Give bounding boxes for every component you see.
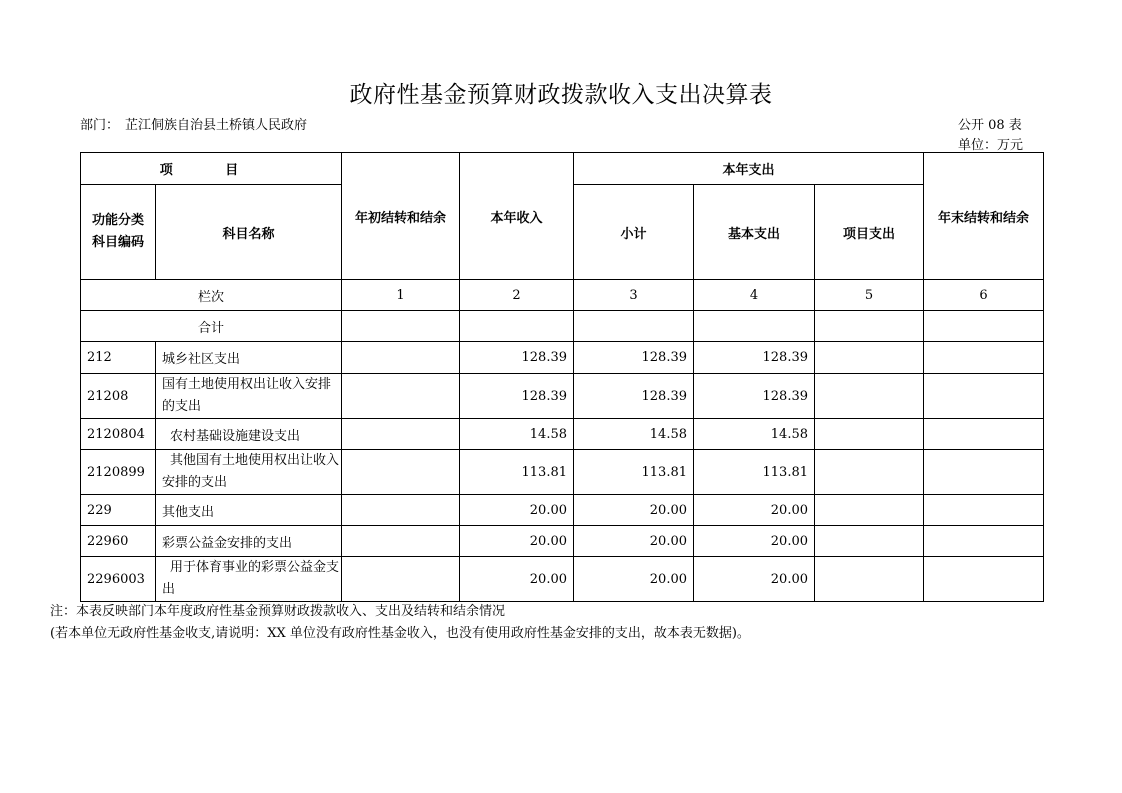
- table-row: [81, 419, 1044, 450]
- form-code: 公开 08 表: [958, 118, 1022, 133]
- closing-balance-cell: [924, 450, 1044, 495]
- footnote-explanation: (若本单位无政府性基金收支,请说明：XX 单位没有政府性基金收入，也没有使用政府性基金安排的支出，故本表无数据)。: [50, 626, 750, 641]
- column-index-label: 栏次: [81, 280, 342, 311]
- opening-balance-cell: [342, 495, 460, 526]
- income-cell: 20.00: [460, 495, 574, 526]
- func-code-cell: 22960: [81, 526, 156, 557]
- footnote: 注：本表反映部门本年度政府性基金预算财政拨款收入、支出及结转和结余情况: [50, 604, 506, 619]
- department-name: 芷江侗族自治县土桥镇人民政府: [125, 118, 308, 133]
- subtotal-cell: 20.00: [574, 526, 694, 557]
- func-code-cell: 2120899: [81, 450, 156, 495]
- unit-label: 单位：万元: [958, 138, 1024, 153]
- closing-balance-cell: [924, 526, 1044, 557]
- income-cell: 20.00: [460, 557, 574, 602]
- subtotal-cell: 20.00: [574, 557, 694, 602]
- column-index: 1: [342, 280, 460, 311]
- opening-balance-cell: [342, 526, 460, 557]
- basic-cell: 128.39: [694, 374, 815, 419]
- column-index: 6: [924, 280, 1044, 311]
- func-code-cell: 2296003: [81, 557, 156, 602]
- subtotal-cell: 128.39: [574, 374, 694, 419]
- total-cell: [815, 311, 924, 342]
- subtotal-cell: 14.58: [574, 419, 694, 450]
- closing-balance-cell: [924, 557, 1044, 602]
- opening-balance-cell: [342, 342, 460, 374]
- column-index: 4: [694, 280, 815, 311]
- header-opening-balance: 年初结转和结余: [342, 153, 460, 280]
- func-code-cell: 212: [81, 342, 156, 374]
- project-cell: [815, 557, 924, 602]
- closing-balance-cell: [924, 419, 1044, 450]
- basic-cell: 20.00: [694, 557, 815, 602]
- header-closing-balance: 年末结转和结余: [924, 153, 1044, 280]
- header-basic: 基本支出: [694, 185, 815, 280]
- budget-table: [80, 152, 1044, 602]
- subject-name-cell: 其他国有土地使用权出让收入安排的支出: [156, 450, 342, 495]
- project-cell: [815, 526, 924, 557]
- column-index: 3: [574, 280, 694, 311]
- project-cell: [815, 495, 924, 526]
- basic-cell: 113.81: [694, 450, 815, 495]
- subject-name-cell: 其他支出: [156, 495, 342, 526]
- total-cell: [574, 311, 694, 342]
- basic-cell: 20.00: [694, 526, 815, 557]
- total-row: [81, 311, 1044, 342]
- table-row: [81, 342, 1044, 374]
- closing-balance-cell: [924, 495, 1044, 526]
- func-code-cell: 21208: [81, 374, 156, 419]
- closing-balance-cell: [924, 342, 1044, 374]
- project-cell: [815, 419, 924, 450]
- subject-name-cell: 用于体育事业的彩票公益金支出: [156, 557, 342, 602]
- header-expenditure: 本年支出: [574, 153, 924, 185]
- table-row: [81, 526, 1044, 557]
- income-cell: 20.00: [460, 526, 574, 557]
- column-index: 2: [460, 280, 574, 311]
- func-code-cell: 229: [81, 495, 156, 526]
- opening-balance-cell: [342, 419, 460, 450]
- opening-balance-cell: [342, 450, 460, 495]
- total-cell: [694, 311, 815, 342]
- project-cell: [815, 342, 924, 374]
- header-income: 本年收入: [460, 153, 574, 280]
- subtotal-cell: 128.39: [574, 342, 694, 374]
- closing-balance-cell: [924, 374, 1044, 419]
- column-index: 5: [815, 280, 924, 311]
- income-cell: 113.81: [460, 450, 574, 495]
- department-line: [80, 114, 307, 133]
- header-project: 项目支出: [815, 185, 924, 280]
- subtotal-cell: 20.00: [574, 495, 694, 526]
- subject-name-cell: 城乡社区支出: [156, 342, 342, 374]
- total-cell: [460, 311, 574, 342]
- table-row: [81, 374, 1044, 419]
- income-cell: 128.39: [460, 342, 574, 374]
- basic-cell: 20.00: [694, 495, 815, 526]
- table-row: [81, 495, 1044, 526]
- project-cell: [815, 374, 924, 419]
- table-row: [81, 557, 1044, 602]
- total-label: 合计: [81, 311, 342, 342]
- total-cell: [924, 311, 1044, 342]
- income-cell: 14.58: [460, 419, 574, 450]
- basic-cell: 128.39: [694, 342, 815, 374]
- page-title: 政府性基金预算财政拨款收入支出决算表: [349, 82, 773, 108]
- subject-name-cell: 农村基础设施建设支出: [156, 419, 342, 450]
- basic-cell: 14.58: [694, 419, 815, 450]
- table-row: [81, 450, 1044, 495]
- header-item: 项 目: [81, 153, 342, 185]
- header-subtotal: 小计: [574, 185, 694, 280]
- total-cell: [342, 311, 460, 342]
- opening-balance-cell: [342, 374, 460, 419]
- subject-name-cell: 彩票公益金安排的支出: [156, 526, 342, 557]
- income-cell: 128.39: [460, 374, 574, 419]
- project-cell: [815, 450, 924, 495]
- subject-name-cell: 国有土地使用权出让收入安排的支出: [156, 374, 342, 419]
- opening-balance-cell: [342, 557, 460, 602]
- func-code-cell: 2120804: [81, 419, 156, 450]
- header-func-code: 功能分类科目编码: [81, 185, 156, 280]
- subtotal-cell: 113.81: [574, 450, 694, 495]
- department-label: 部门：: [80, 118, 120, 133]
- header-subject-name: 科目名称: [156, 185, 342, 280]
